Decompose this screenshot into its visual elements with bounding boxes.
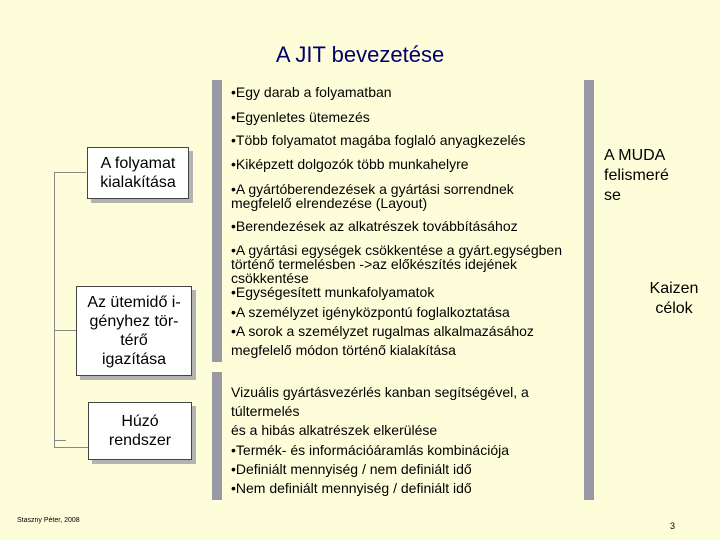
box-takt-time-adjustment: Az ütemidő i- gényhez tör- térő igazítása [76, 286, 192, 376]
list-item: •Termék- és információáramlás kombinációja [231, 442, 509, 458]
list-item: •Berendezések az alkatrészek továbbításához [231, 218, 518, 234]
list-item: és a hibás alkatrészek elkerülése [231, 422, 438, 438]
page-number: 3 [670, 521, 676, 531]
page-title: A JIT bevezetése [275, 42, 445, 67]
list-item: •Több folyamatot magába foglaló anyagkezelés [231, 132, 526, 148]
author-credit: Staszny Péter, 2008 [17, 517, 80, 524]
list-item: •Egységesített munkafolyamatok [231, 284, 435, 300]
bracket-tick [54, 440, 66, 441]
divider-bar-right [584, 80, 594, 500]
divider-bar-left-lower [212, 372, 222, 500]
list-item: •Nem definiált mennyiség / definiált idő [231, 480, 472, 496]
list-item: megfelelő módon történő kialakítása [231, 342, 456, 358]
bracket-line-3 [54, 447, 88, 448]
bracket-line-vertical [54, 172, 55, 447]
list-item: túltermelés [231, 403, 300, 419]
kaizen-label: Kaizen célok [644, 279, 704, 319]
muda-label: A MUDA felismeré se [604, 146, 684, 206]
box-pull-system: Húzó rendszer [88, 402, 192, 460]
list-item: megfelelő elrendezése (Layout) [231, 195, 428, 211]
list-item: csökkentése [231, 270, 309, 286]
list-item: •Egy darab a folyamatban [231, 84, 392, 100]
divider-bar-left [212, 80, 222, 362]
list-item: Vizuális gyártásvezérlés kanban segítségével, a [231, 384, 529, 400]
list-item: •Egyenletes ütemezés [231, 109, 370, 125]
bracket-line-1 [54, 172, 86, 173]
list-item: •A sorok a személyzet rugalmas alkalmazásához [231, 323, 534, 339]
list-item: •A gyártóberendezések a gyártási sorrendnek [231, 181, 514, 197]
list-item: •A személyzet igényközpontú foglalkoztatása [231, 304, 510, 320]
list-item: történő termelésben ->az előkészítés idejének [231, 256, 517, 272]
box-process-design: A folyamat kialakítása [87, 147, 189, 199]
bracket-line-2 [54, 330, 76, 331]
list-item: •A gyártási egységek csökkentése a gyárt.egységben [231, 242, 562, 258]
list-item: •Kiképzett dolgozók több munkahelyre [231, 156, 469, 172]
list-item: •Definiált mennyiség / nem definiált idő [231, 461, 472, 477]
